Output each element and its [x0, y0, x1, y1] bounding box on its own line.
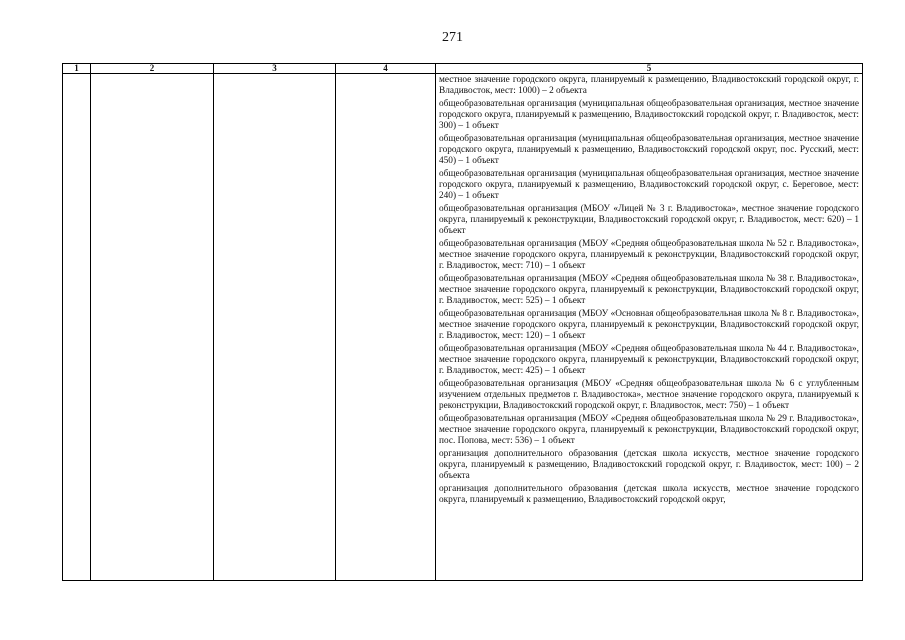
column-header-2: 2 — [91, 64, 214, 74]
page-number: 271 — [442, 30, 463, 45]
list-item: местное значение городского округа, планируемый к размещению, Владивостокский городской округ, г. Владивосток, мест: 1000) – 2 объекта — [439, 75, 859, 96]
cell-col-2 — [91, 74, 214, 581]
cell-col-3 — [214, 74, 336, 581]
list-item: организация дополнительного образования (детская школа искусств, местное значение городского округа, планируемый к размещению, Владивостокский городской округ, — [439, 484, 859, 505]
list-item: общеобразовательная организация (МБОУ «Средняя общеобразовательная школа № 38 г. Владивостока», местное значение городского округа, планируемый к реконструкции, Владивостокский городской округ, г. Владивосток, мест: 525) – 1 объект — [439, 274, 859, 306]
document-table — [62, 63, 863, 581]
column-header-3: 3 — [214, 64, 336, 74]
list-item: общеобразовательная организация (муниципальная общеобразовательная организация, местное значение городского округа, планируемый к размещению, Владивостокский городской округ, пос. Русский, мест: 450) – 1 объект — [439, 134, 859, 166]
list-item: общеобразовательная организация (муниципальная общеобразовательная организация, местное значение городского округа, планируемый к размещению, Владивостокский городской округ, с. Береговое, мест: 240) – 1 объект — [439, 169, 859, 201]
list-item: общеобразовательная организация (МБОУ «Средняя общеобразовательная школа № 6 с углубленным изучением отдельных предметов г. Владивостока», местное значение городского округа, планируемый к реконструкции, Владивостокский городской округ, г. Владивосток, мест: 750) – 1 объект — [439, 379, 859, 411]
list-item: организация дополнительного образования (детская школа искусств, местное значение городского округа, планируемый к размещению, Владивостокский городской округ, г. Владивосток, мест: 100) – 2 объекта — [439, 449, 859, 481]
column-header-4: 4 — [336, 64, 436, 74]
list-item: общеобразовательная организация (муниципальная общеобразовательная организация, местное значение городского округа, планируемый к размещению, Владивостокский городской округ, г. Владивосток, мест: 300) – 1 объект — [439, 99, 859, 131]
list-item: общеобразовательная организация (МБОУ «Основная общеобразовательная школа № 8 г. Владивостока», местное значение городского округа, планируемый к реконструкции, Владивостокский городской округ, г. Владивосток, мест: 120) – 1 объект — [439, 309, 859, 341]
column-5-entries — [436, 74, 862, 580]
table-row — [63, 74, 863, 581]
list-item: общеобразовательная организация (МБОУ «Средняя общеобразовательная школа № 52 г. Владивостока», местное значение городского округа, планируемый к реконструкции, Владивостокский городской округ, г. Владивосток, мест: 710) – 1 объект — [439, 239, 859, 271]
list-item: общеобразовательная организация (МБОУ «Лицей № 3 г. Владивостока», местное значение городского округа, планируемый к реконструкции, Владивостокский городской округ, г. Владивосток, мест: 620) – 1 объект — [439, 204, 859, 236]
cell-col-5 — [436, 74, 863, 581]
column-header-5: 5 — [436, 64, 863, 74]
list-item: общеобразовательная организация (МБОУ «Средняя общеобразовательная школа № 44 г. Владивостока», местное значение городского округа, планируемый к реконструкции, Владивостокский городской округ, г. Владивосток, мест: 425) – 1 объект — [439, 344, 859, 376]
column-header-1: 1 — [63, 64, 91, 74]
cell-col-4 — [336, 74, 436, 581]
cell-col-1 — [63, 74, 91, 581]
header-row — [63, 64, 863, 74]
list-item: общеобразовательная организация (МБОУ «Средняя общеобразовательная школа № 29 г. Владивостока», местное значение городского округа, планируемый к реконструкции, Владивостокский городской округ, пос. Попова, мест: 536) – 1 объект — [439, 414, 859, 446]
